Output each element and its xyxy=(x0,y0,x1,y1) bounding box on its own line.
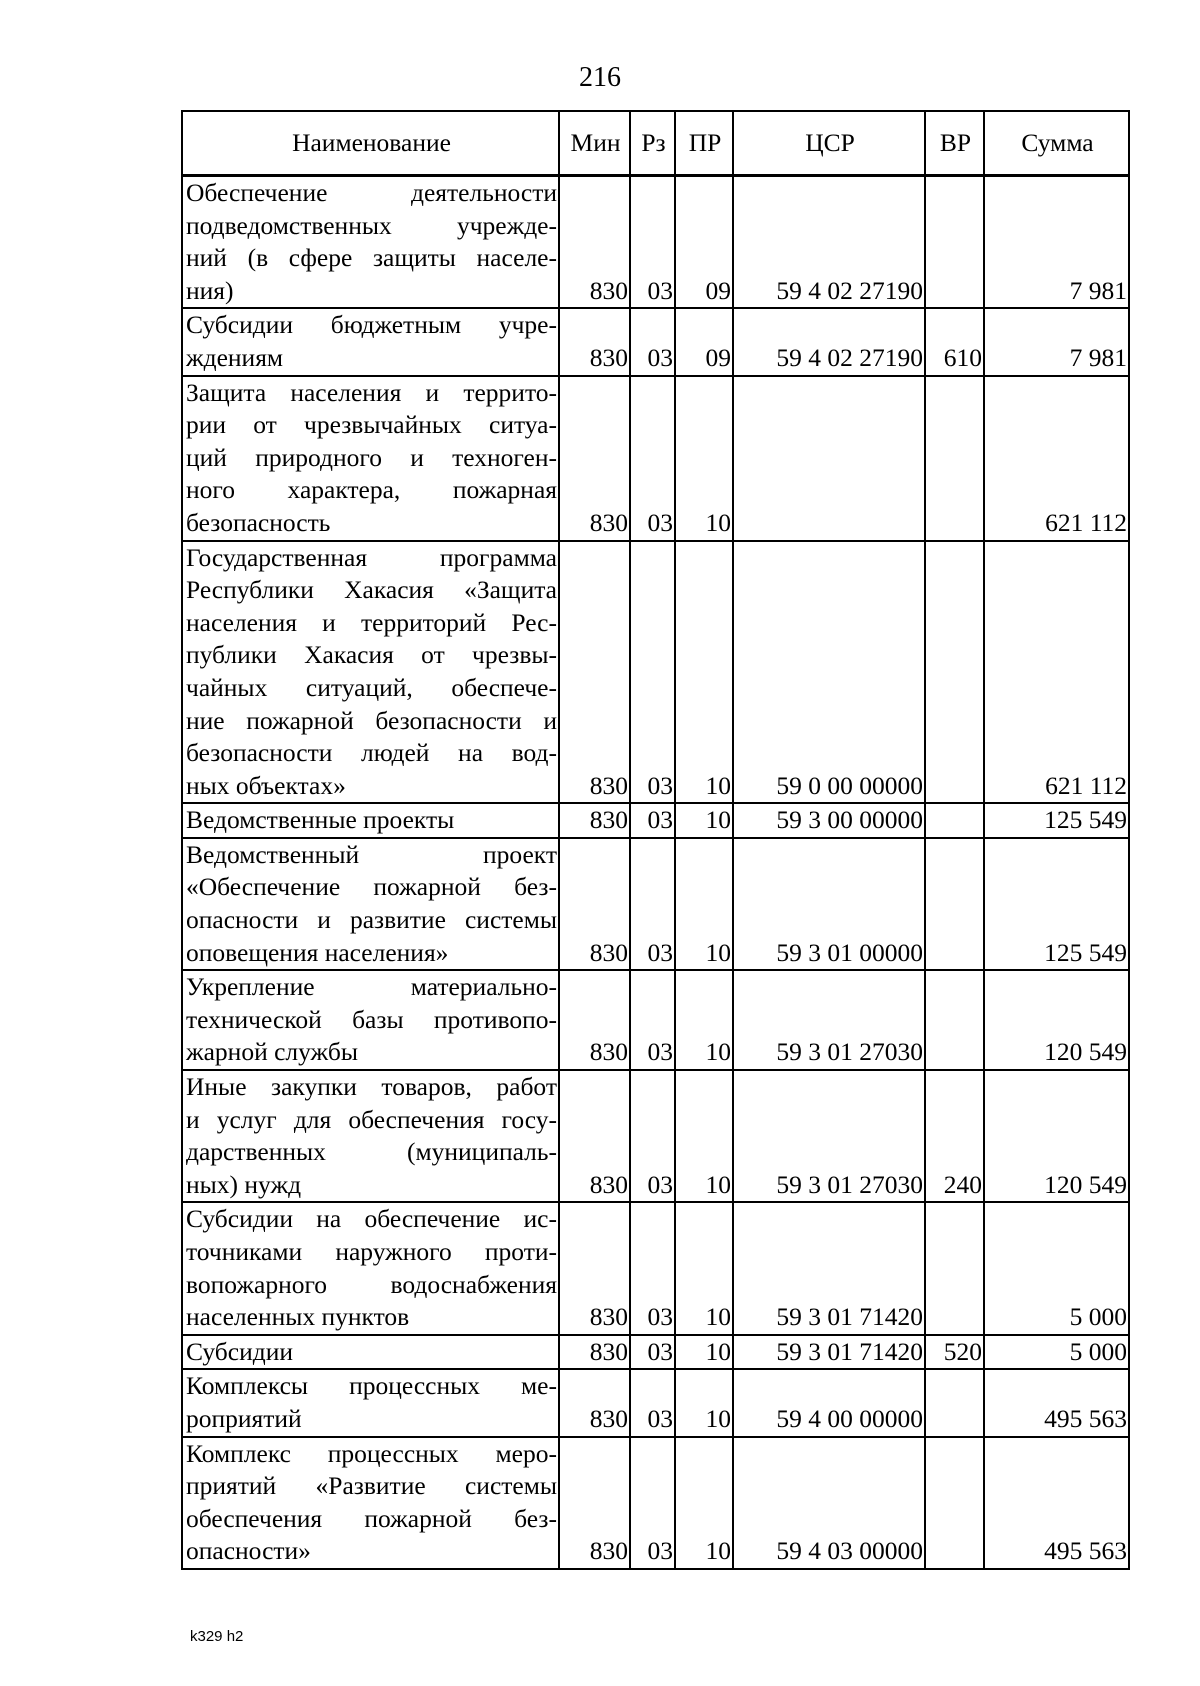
table-row xyxy=(182,838,1129,970)
row-vr xyxy=(925,176,984,309)
row-name-line: публики Хакасия от чрезвы- xyxy=(186,640,557,670)
table-row xyxy=(182,803,1129,838)
row-name-line: Субсидии xyxy=(186,1336,293,1366)
row-min: 830 xyxy=(559,970,630,1070)
row-name-line: ного характера, пожарная xyxy=(186,475,557,505)
row-csr: 59 3 01 27030 xyxy=(733,970,925,1070)
row-vr xyxy=(925,803,984,838)
row-name-line: обеспечения пожарной без- xyxy=(186,1503,557,1533)
row-name-line: технической базы противопо- xyxy=(186,1004,557,1034)
row-csr: 59 0 00 00000 xyxy=(733,541,925,804)
row-name-line: вопожарного водоснабжения xyxy=(186,1269,557,1299)
row-name-line: ний (в сфере защиты населе- xyxy=(186,243,557,273)
row-rz: 03 xyxy=(630,541,675,804)
row-vr xyxy=(925,838,984,970)
row-min: 830 xyxy=(559,1369,630,1436)
row-sum: 495 563 xyxy=(984,1437,1129,1569)
column-header-name: Наименование xyxy=(182,111,559,176)
row-rz: 03 xyxy=(630,176,675,309)
row-pr: 10 xyxy=(675,1202,733,1334)
row-min: 830 xyxy=(559,1070,630,1202)
row-vr xyxy=(925,1369,984,1436)
row-csr: 59 3 01 71420 xyxy=(733,1202,925,1334)
row-sum: 120 549 xyxy=(984,1070,1129,1202)
table-row xyxy=(182,376,1129,541)
row-name-line: опасности и развитие системы xyxy=(186,905,557,935)
row-pr: 10 xyxy=(675,1070,733,1202)
row-name-line: подведомственных учрежде- xyxy=(186,210,557,240)
footer-code: k329 h2 xyxy=(190,1628,244,1645)
table-row xyxy=(182,176,1129,309)
row-rz: 03 xyxy=(630,838,675,970)
row-sum: 125 549 xyxy=(984,803,1129,838)
row-name-line: Комплексы процессных ме- xyxy=(186,1371,557,1401)
row-sum: 5 000 xyxy=(984,1335,1129,1370)
row-name-line: ждениям xyxy=(186,342,284,372)
row-csr: 59 4 02 27190 xyxy=(733,308,925,375)
row-name-line: Субсидии на обеспечение ис- xyxy=(186,1204,557,1234)
row-sum: 7 981 xyxy=(984,308,1129,375)
row-name-line: Субсидии бюджетным учре- xyxy=(186,310,557,340)
row-min: 830 xyxy=(559,308,630,375)
page-number: 216 xyxy=(579,62,621,93)
table-row xyxy=(182,541,1129,804)
budget-table xyxy=(181,110,1130,1570)
column-header-sum: Сумма xyxy=(984,111,1129,176)
row-vr: 240 xyxy=(925,1070,984,1202)
row-name-line: оповещения населения» xyxy=(186,937,449,967)
row-sum: 125 549 xyxy=(984,838,1129,970)
row-name xyxy=(182,970,559,1070)
row-name-line: Укрепление материально- xyxy=(186,972,557,1002)
row-vr xyxy=(925,970,984,1070)
table-row xyxy=(182,1070,1129,1202)
row-pr: 10 xyxy=(675,1335,733,1370)
row-name xyxy=(182,176,559,309)
row-name-line: дарственных (муниципаль- xyxy=(186,1137,557,1167)
row-name xyxy=(182,541,559,804)
row-name-line: Иные закупки товаров, работ xyxy=(186,1072,557,1102)
row-name-line: ций природного и техноген- xyxy=(186,442,557,472)
column-header-pr: ПР xyxy=(675,111,733,176)
row-name xyxy=(182,838,559,970)
row-min: 830 xyxy=(559,176,630,309)
row-name-line: опасности» xyxy=(186,1536,311,1566)
row-name-line: Комплекс процессных меро- xyxy=(186,1438,557,1468)
row-pr: 10 xyxy=(675,1437,733,1569)
row-name-line: роприятий xyxy=(186,1403,302,1433)
row-csr: 59 3 01 71420 xyxy=(733,1335,925,1370)
row-name xyxy=(182,1369,559,1436)
row-pr: 09 xyxy=(675,176,733,309)
row-vr xyxy=(925,541,984,804)
row-name-line: Обеспечение деятельности xyxy=(186,178,557,207)
row-min: 830 xyxy=(559,1202,630,1334)
row-name xyxy=(182,1437,559,1569)
row-pr: 10 xyxy=(675,838,733,970)
table-row xyxy=(182,1437,1129,1569)
row-vr xyxy=(925,1437,984,1569)
row-name-line: Республики Хакасия «Защита xyxy=(186,575,557,605)
row-name-line: населения и территорий Рес- xyxy=(186,607,557,637)
row-pr: 10 xyxy=(675,970,733,1070)
table-header-row xyxy=(182,111,1129,176)
row-sum: 7 981 xyxy=(984,176,1129,309)
table-row xyxy=(182,1202,1129,1334)
row-csr: 59 3 01 27030 xyxy=(733,1070,925,1202)
column-header-vr: ВР xyxy=(925,111,984,176)
row-vr xyxy=(925,1202,984,1334)
row-csr: 59 3 01 00000 xyxy=(733,838,925,970)
row-rz: 03 xyxy=(630,1335,675,1370)
row-min: 830 xyxy=(559,376,630,541)
column-header-min: Мин xyxy=(559,111,630,176)
row-sum: 495 563 xyxy=(984,1369,1129,1436)
row-rz: 03 xyxy=(630,970,675,1070)
table-row xyxy=(182,1369,1129,1436)
column-header-rz: Рз xyxy=(630,111,675,176)
table-row xyxy=(182,970,1129,1070)
row-rz: 03 xyxy=(630,308,675,375)
row-name-line: жарной службы xyxy=(186,1037,358,1067)
row-name-line: Защита населения и террито- xyxy=(186,377,557,407)
row-name-line: ных объектах» xyxy=(186,770,346,800)
row-rz: 03 xyxy=(630,1369,675,1436)
row-name-line: безопасность xyxy=(186,507,331,537)
row-pr: 10 xyxy=(675,541,733,804)
row-name xyxy=(182,1335,559,1370)
row-rz: 03 xyxy=(630,376,675,541)
row-min: 830 xyxy=(559,541,630,804)
row-min: 830 xyxy=(559,838,630,970)
row-name xyxy=(182,803,559,838)
row-name xyxy=(182,1070,559,1202)
row-name xyxy=(182,376,559,541)
row-rz: 03 xyxy=(630,1070,675,1202)
row-sum: 120 549 xyxy=(984,970,1129,1070)
row-name-line: Ведомственный проект xyxy=(186,839,557,869)
row-rz: 03 xyxy=(630,1202,675,1334)
row-name-line: и услуг для обеспечения госу- xyxy=(186,1104,557,1134)
row-vr: 610 xyxy=(925,308,984,375)
column-header-csr: ЦСР xyxy=(733,111,925,176)
row-name xyxy=(182,308,559,375)
row-name-line: ных) нужд xyxy=(186,1169,302,1199)
row-min: 830 xyxy=(559,1437,630,1569)
row-name-line: ния) xyxy=(186,275,234,305)
row-pr: 10 xyxy=(675,803,733,838)
row-name-line: безопасности людей на вод- xyxy=(186,738,557,768)
row-vr: 520 xyxy=(925,1335,984,1370)
row-pr: 10 xyxy=(675,1369,733,1436)
row-name xyxy=(182,1202,559,1334)
row-name-line: населенных пунктов xyxy=(186,1302,410,1332)
row-pr: 09 xyxy=(675,308,733,375)
table-body xyxy=(182,176,1129,1569)
row-rz: 03 xyxy=(630,1437,675,1569)
row-vr xyxy=(925,376,984,541)
row-csr: 59 4 00 00000 xyxy=(733,1369,925,1436)
row-name-line: рии от чрезвычайных ситуа- xyxy=(186,410,557,440)
table-row xyxy=(182,308,1129,375)
row-name-line: Ведомственные проекты xyxy=(186,805,455,835)
row-name-line: точниками наружного проти- xyxy=(186,1237,557,1266)
row-pr: 10 xyxy=(675,376,733,541)
row-csr: 59 3 00 00000 xyxy=(733,803,925,838)
row-name-line: приятий «Развитие системы xyxy=(186,1471,557,1501)
row-name-line: чайных ситуаций, обеспече- xyxy=(186,672,557,702)
row-sum: 621 112 xyxy=(984,376,1129,541)
row-csr xyxy=(733,376,925,541)
row-sum: 621 112 xyxy=(984,541,1129,804)
row-min: 830 xyxy=(559,803,630,838)
row-rz: 03 xyxy=(630,803,675,838)
row-csr: 59 4 03 00000 xyxy=(733,1437,925,1569)
table-row xyxy=(182,1335,1129,1370)
row-name-line: ние пожарной безопасности и xyxy=(186,705,557,735)
row-name-line: Государственная программа xyxy=(186,542,557,572)
row-min: 830 xyxy=(559,1335,630,1370)
row-csr: 59 4 02 27190 xyxy=(733,176,925,309)
row-sum: 5 000 xyxy=(984,1202,1129,1334)
row-name-line: «Обеспечение пожарной без- xyxy=(186,872,557,902)
